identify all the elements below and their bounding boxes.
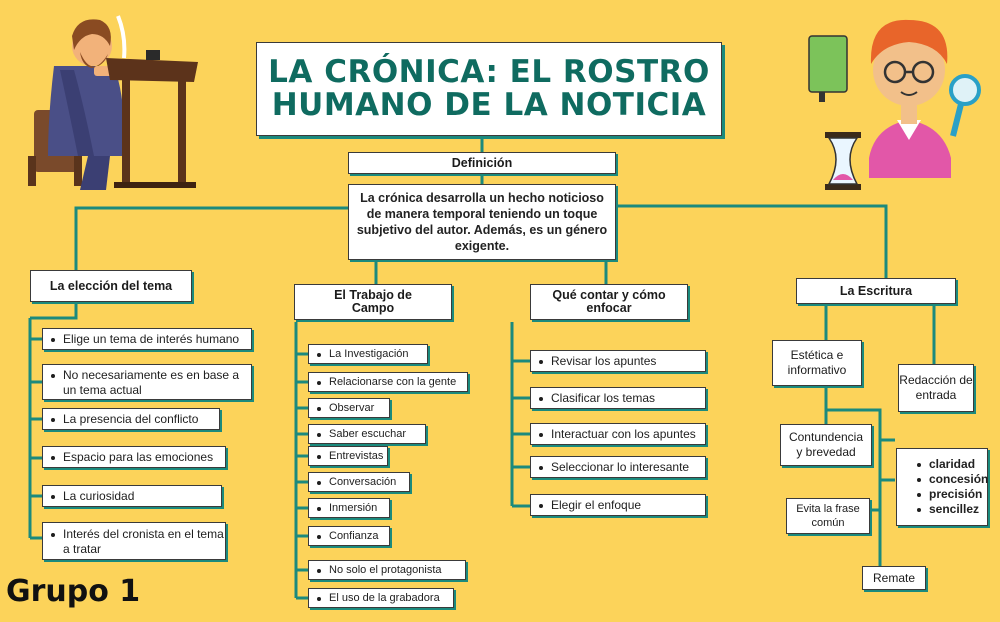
trabajo-item-text: Conversación xyxy=(329,475,397,488)
group-label: Grupo 1 xyxy=(6,574,141,609)
bullet-icon xyxy=(539,433,543,437)
eleccion-item-text: Elige un tema de interés humano xyxy=(63,331,240,346)
contundencia-box: Contundencia y brevedad xyxy=(780,424,872,466)
bullet-icon xyxy=(317,381,321,385)
trabajo-item-text: Confianza xyxy=(329,529,379,542)
bullet-icon xyxy=(539,397,543,401)
trabajo-item xyxy=(308,472,410,492)
cualidad-item xyxy=(917,457,975,472)
cualidad-item xyxy=(917,472,988,487)
bullet-icon xyxy=(51,418,55,422)
trabajo-heading: El Trabajo de Campo xyxy=(294,284,452,320)
cualidad-item xyxy=(917,487,982,502)
definition-label: Definición xyxy=(348,152,616,174)
student-illustration xyxy=(805,8,989,194)
bullet-icon xyxy=(317,507,321,511)
escritura-heading: La Escritura xyxy=(796,278,956,304)
contar-item-text: Interactuar con los apuntes xyxy=(551,426,696,441)
trabajo-item xyxy=(308,372,468,392)
bullet-icon xyxy=(317,455,321,459)
contar-item-text: Seleccionar lo interesante xyxy=(551,459,690,474)
trabajo-item-text: No solo el protagonista xyxy=(329,563,442,576)
bullet-icon xyxy=(51,374,55,378)
contar-item-text: Elegir el enfoque xyxy=(551,497,642,512)
bullet-icon xyxy=(51,495,55,499)
trabajo-item xyxy=(308,526,390,546)
bullet-icon xyxy=(317,597,321,601)
eleccion-heading: La elección del tema xyxy=(30,270,192,302)
cualidades-box xyxy=(896,448,988,526)
eleccion-item xyxy=(42,364,252,400)
cualidad-text: precisión xyxy=(929,487,983,501)
eleccion-item xyxy=(42,446,226,468)
contar-item-text: Clasificar los temas xyxy=(551,390,656,405)
trabajo-item-text: El uso de la grabadora xyxy=(329,591,440,604)
eleccion-item xyxy=(42,522,226,560)
trabajo-item-text: La Investigación xyxy=(329,347,409,360)
contar-item xyxy=(530,350,706,372)
eleccion-item-text: Interés del cronista en el tema a tratar xyxy=(63,527,224,556)
bullet-icon xyxy=(317,535,321,539)
bullet-icon xyxy=(317,353,321,357)
trabajo-item xyxy=(308,398,390,418)
bullet-icon xyxy=(539,466,543,470)
trabajo-item xyxy=(308,344,428,364)
bullet-icon xyxy=(917,463,921,467)
trabajo-item-text: Relacionarse con la gente xyxy=(329,375,457,388)
cualidad-item xyxy=(917,502,979,517)
bullet-icon xyxy=(917,508,921,512)
trabajo-item xyxy=(308,588,454,608)
cualidad-text: sencillez xyxy=(929,502,980,516)
trabajo-item-text: Saber escuchar xyxy=(329,427,407,440)
bullet-icon xyxy=(51,456,55,460)
cualidad-text: concesión xyxy=(929,472,989,486)
trabajo-item-text: Observar xyxy=(329,401,375,414)
page-title: LA CRÓNICA: EL ROSTRO HUMANO DE LA NOTICIA xyxy=(256,42,722,136)
redaccion-box: Redacción de entrada xyxy=(898,364,974,412)
trabajo-item xyxy=(308,560,466,580)
trabajo-item xyxy=(308,498,390,518)
trabajo-item xyxy=(308,446,388,466)
evita-box: Evita la frase común xyxy=(786,498,870,534)
contar-heading: Qué contar y cómo enfocar xyxy=(530,284,688,320)
trabajo-item-text: Inmersión xyxy=(329,501,378,514)
eleccion-item-text: No necesariamente es en base a un tema actual xyxy=(63,368,240,397)
bullet-icon xyxy=(317,569,321,573)
eleccion-item xyxy=(42,485,222,507)
writer-illustration xyxy=(18,6,210,192)
eleccion-item xyxy=(42,328,252,350)
bullet-icon xyxy=(317,433,321,437)
bullet-icon xyxy=(51,533,55,537)
cualidad-text: claridad xyxy=(929,457,976,471)
eleccion-item-text: Espacio para las emociones xyxy=(63,449,214,464)
eleccion-item-text: La curiosidad xyxy=(63,488,135,503)
estetica-box: Estética e informativo xyxy=(772,340,862,386)
contar-item-text: Revisar los apuntes xyxy=(551,353,657,368)
remate-box: Remate xyxy=(862,566,926,590)
contar-item xyxy=(530,387,706,409)
bullet-icon xyxy=(917,493,921,497)
bullet-icon xyxy=(917,478,921,482)
eleccion-item xyxy=(42,408,220,430)
bullet-icon xyxy=(317,481,321,485)
eleccion-item-text: La presencia del conflicto xyxy=(63,411,199,426)
bullet-icon xyxy=(539,360,543,364)
contar-item xyxy=(530,456,706,478)
bullet-icon xyxy=(51,338,55,342)
trabajo-item xyxy=(308,424,426,444)
contar-item xyxy=(530,494,706,516)
contar-item xyxy=(530,423,706,445)
trabajo-item-text: Entrevistas xyxy=(329,449,384,462)
bullet-icon xyxy=(539,504,543,508)
bullet-icon xyxy=(317,407,321,411)
definition-text: La crónica desarrolla un hecho noticioso de manera temporal teniendo un toque subjetivo del autor. Además, es un género exigente. xyxy=(348,184,616,260)
